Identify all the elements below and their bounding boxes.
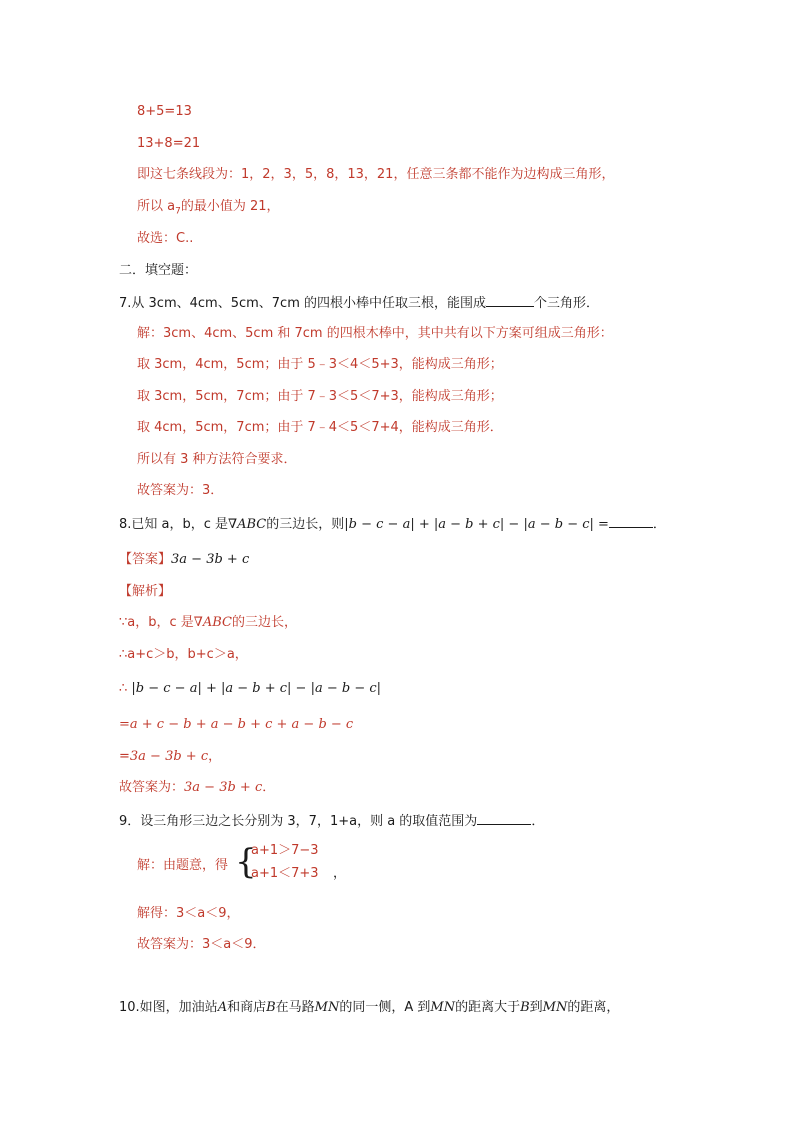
q7-prompt: [119, 294, 599, 312]
q8-analysis-triangle: ∇ABC: [193, 615, 232, 630]
prev-line-4-b: 的最小值为 21，: [180, 199, 280, 214]
q10-p2: 和商店: [227, 1000, 267, 1015]
q8-analysis-5: [119, 749, 221, 765]
q8-answer-blank: [609, 515, 653, 528]
q7-solution-5: 所以有 3 种方法符合要求．: [137, 452, 297, 467]
prev-line-2: 13+8=21: [137, 136, 201, 151]
q9-inequality-2: a+1＜7+3: [251, 866, 319, 881]
q8-answer-value: 3a − 3b + c: [171, 552, 250, 567]
q8-prompt: [119, 515, 666, 533]
q8-prompt-c: ．: [652, 517, 666, 532]
left-brace-icon: {: [235, 842, 257, 882]
q9-comma: ，: [333, 866, 347, 881]
q10-p7: 的距离，: [567, 1000, 620, 1015]
q8-prompt-a: 8.已知 a，b，c 是: [119, 517, 229, 532]
section-title: 二．填空题：: [119, 263, 198, 278]
q9-prompt-b: ．: [531, 814, 545, 829]
q8-analysis-3-expr: |b − c − a| + |a − b + c| − |a − b − c|: [131, 681, 382, 696]
q10-B: B: [266, 1000, 276, 1015]
q8-analysis-6-expr: 3a − 3b + c: [184, 780, 263, 795]
q8-analysis-5a: =: [119, 749, 130, 764]
q8-analysis-6b: ．: [262, 780, 276, 795]
q8-analysis-4: =a + c − b + a − b + c + a − b − c: [119, 717, 354, 732]
prev-line-4-a: 所以 a: [137, 199, 176, 214]
q8-analysis-6: [119, 780, 275, 796]
q10-MN-3: MN: [542, 1000, 568, 1015]
q8-analysis-2: ∴a+c＞b，b+c＞a，: [119, 647, 248, 662]
prev-line-4: [137, 199, 280, 220]
prev-line-1: 8+5=13: [137, 104, 192, 119]
q8-answer-label: 【答案】: [119, 552, 172, 567]
q10-MN: MN: [314, 1000, 340, 1015]
q8-answer: [119, 552, 249, 568]
q8-analysis-6a: 故答案为：: [119, 780, 185, 795]
q9-inequality-1: a+1＞7−3: [251, 843, 319, 858]
q10-A: A: [217, 1000, 228, 1015]
prev-line-4-sub: 7: [175, 206, 181, 217]
q10-p5: 的距离大于: [455, 1000, 521, 1015]
q7-answer-blank: [486, 294, 534, 307]
q9-solution-3: 故答案为：3＜a＜9．: [137, 937, 266, 952]
q8-analysis-3: [119, 681, 381, 697]
q9-prompt-a: 9．设三角形三边之长分别为 3，7，1+a，则 a 的取值范围为: [119, 814, 478, 829]
q10-p1: 10.如图，加油站: [119, 1000, 218, 1015]
q8-analysis-label: 【解析】: [119, 584, 172, 599]
q10-p4: 的同一侧，A 到: [339, 1000, 431, 1015]
q9-answer-blank: [477, 812, 531, 825]
q10-MN-2: MN: [430, 1000, 456, 1015]
q8-analysis-5b: ，: [208, 749, 222, 764]
q10-p6: 到: [529, 1000, 543, 1015]
q10-B-2: B: [520, 1000, 530, 1015]
q9-prompt: [119, 812, 544, 830]
q8-analysis-1b: 的三边长，: [232, 615, 298, 630]
prev-line-5: 故选：C..: [137, 231, 194, 246]
q7-prompt-b: 个三角形．: [534, 296, 600, 311]
q8-analysis-1a: ∵a，b，c 是: [119, 615, 194, 630]
q8-expression: |b − c − a| + |a − b + c| − |a − b − c| =: [344, 517, 609, 532]
q8-analysis-3a: ∴: [119, 681, 132, 696]
q8-triangle: ∇ABC: [228, 517, 267, 532]
q10-prompt: [119, 1000, 619, 1016]
q7-solution-6: 故答案为：3．: [137, 483, 224, 498]
q8-analysis-5-expr: 3a − 3b + c: [129, 749, 209, 764]
q7-prompt-a: 7.从 3cm、4cm、5cm、7cm 的四根小棒中任取三根，能围成: [119, 296, 486, 311]
q7-solution-3: 取 3cm，5cm，7cm；由于 7﹣3＜5＜7+3，能构成三角形；: [137, 389, 503, 404]
q8-analysis-1: [119, 615, 297, 631]
q7-solution-4: 取 4cm，5cm，7cm；由于 7﹣4＜5＜7+4，能构成三角形．: [137, 420, 503, 435]
q7-solution-1: 解：3cm、4cm、5cm 和 7cm 的四根木棒中，其中共有以下方案可组成三角形：: [137, 326, 613, 341]
q9-solution-2: 解得：3＜a＜9，: [137, 906, 240, 921]
q9-inequality-system: [235, 841, 355, 889]
q10-p3: 在马路: [275, 1000, 315, 1015]
q8-prompt-b: 的三边长，则: [266, 517, 345, 532]
q7-solution-2: 取 3cm，4cm，5cm；由于 5﹣3＜4＜5+3，能构成三角形；: [137, 357, 503, 372]
prev-line-3: 即这七条线段为：1，2，3，5，8，13，21，任意三条都不能作为边构成三角形，: [137, 167, 615, 182]
q9-solution-1: 解：由题意，得: [137, 858, 229, 873]
